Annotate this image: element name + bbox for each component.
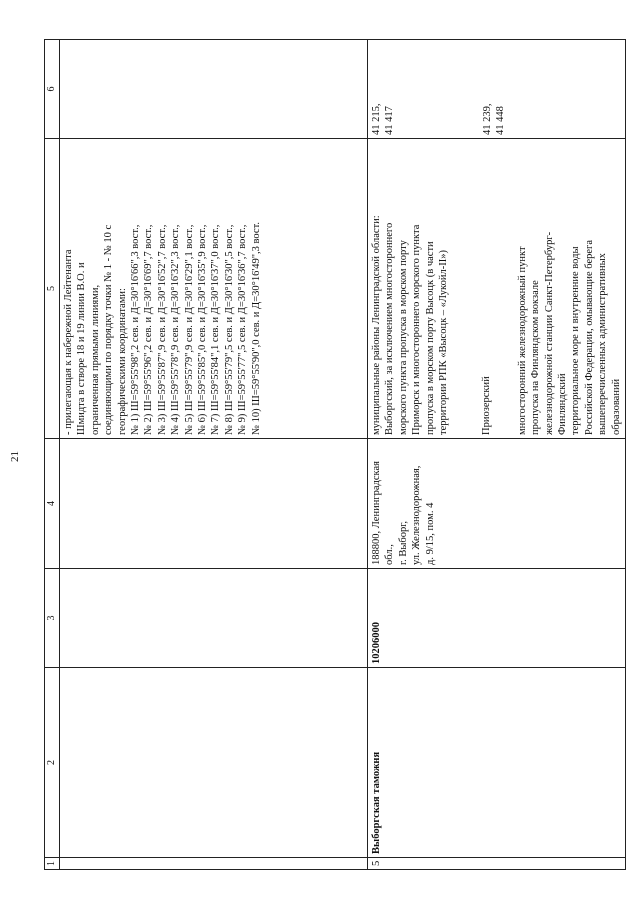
region-line: вышеперечисленных административных [597, 253, 609, 435]
spacer [494, 142, 516, 435]
coord-line: № 4) Ш=59°55'78",9 сев. и Д=30°16'32",3 вост., [170, 224, 182, 435]
coord-line: № 2) Ш=59°55'96",2 сев. и Д=30°16'69",7 вост., [143, 224, 155, 435]
table-row [368, 40, 626, 870]
coord-line: № 8) Ш=59°55'79",5 сев. и Д=30°16'30",5 вост., [223, 224, 235, 435]
coord-line: № 3) Ш=59°55'87",9 сев. и Д=30°16'52",7 вост., [156, 224, 168, 435]
coord-line: № 6) Ш=59°55'85",0 сев. и Д=30°16'35",9 вост., [197, 224, 209, 435]
region-line: морского пункта пропуска в морском порту [397, 240, 409, 435]
region-line: Приозерский [481, 376, 493, 435]
cont-cell-4 [60, 439, 368, 569]
cont-cell-5 [60, 139, 368, 439]
region-line: Приморск и многостороннего морского пункта [411, 224, 423, 435]
rotated-table-page [44, 40, 622, 870]
region-line: территории РПК «Высоцк – «Лукойл-II») [438, 250, 450, 435]
region-description [368, 139, 626, 439]
coord-line: географическими координатами: [116, 288, 128, 435]
header-col-5: 5 [45, 139, 60, 439]
spacer [397, 43, 481, 135]
cont-cell-2 [60, 668, 368, 858]
coord-line: № 1) Ш=59°55'98",2 сев. и Д=30°16'66",3 вост., [130, 224, 142, 435]
coord-line: соединяющими по порядку точки № 1 - № 10 с [103, 224, 115, 435]
region-line: Финляндский [557, 373, 569, 435]
code-line: 41 215, [371, 103, 382, 135]
header-col-4: 4 [45, 439, 60, 569]
continuation-row [60, 40, 368, 870]
header-col-3: 3 [45, 569, 60, 668]
address-line: д. 9/15, пом. 4 [424, 502, 436, 565]
region-line: образований [610, 378, 622, 435]
header-col-2: 2 [45, 668, 60, 858]
row-number: 5 [368, 858, 626, 870]
code-line: 41 417 [384, 106, 396, 135]
spacer [450, 142, 480, 435]
page-number: 21 [9, 451, 21, 462]
coord-line: № 7) Ш=59°55'84",1 сев. и Д=30°16'37",0 вост., [210, 224, 222, 435]
oktmo-codes [368, 40, 626, 139]
address-line: 188800, Ленинградская обл., [371, 461, 396, 565]
header-col-1: 1 [45, 858, 60, 870]
region-line: пропуска в морском порту Высоцк (в части [424, 241, 436, 435]
customs-code: 10206000 [368, 569, 626, 668]
address-line: г. Выборг, [397, 520, 409, 565]
code-line: 41 448 [495, 106, 507, 135]
coord-line: № 5) Ш=59°55'79",9 сев. и Д=30°16'29",1 вост., [183, 224, 195, 435]
code-line: 41 239, [481, 103, 493, 135]
customs-table [44, 39, 626, 870]
region-line: железнодорожной станции Санкт-Петербург- [543, 231, 555, 435]
coord-line: - прилегающая к набережной Лейтенанта [63, 249, 74, 435]
header-col-6: 6 [45, 40, 60, 139]
coord-line: ограниченная прямыми линиями, [89, 284, 101, 435]
cont-cell-3 [60, 569, 368, 668]
cont-cell-6 [60, 40, 368, 139]
region-line: Выборгский, за исключением многостороннего [384, 222, 396, 435]
region-line: территориальное море и внутренние воды [570, 246, 582, 435]
region-line: многосторонний железнодорожный пункт [516, 246, 528, 435]
header-row [45, 40, 60, 870]
cont-cell-1 [60, 858, 368, 870]
region-line: муниципальные районы Ленинградской области: [371, 215, 382, 435]
address-line: ул. Железнодорожная, [411, 465, 423, 565]
region-line: Российской Федерации, омывающие берега [583, 239, 595, 435]
region-line: пропуска на Финляндском вокзале [530, 280, 542, 435]
coord-line: № 9) Ш=59°55'77",5 сев. и Д=30°16'36",7 вост., [237, 224, 249, 435]
customs-address [368, 439, 626, 569]
customs-name: Выборгская таможня [368, 668, 626, 858]
coord-line: Шмидта в створе 18 и 19 линии В.О. и [76, 262, 88, 435]
coord-line: № 10) Ш=59°55'90",0 сев. и Д=30°16'49",3 вост. [250, 222, 262, 435]
